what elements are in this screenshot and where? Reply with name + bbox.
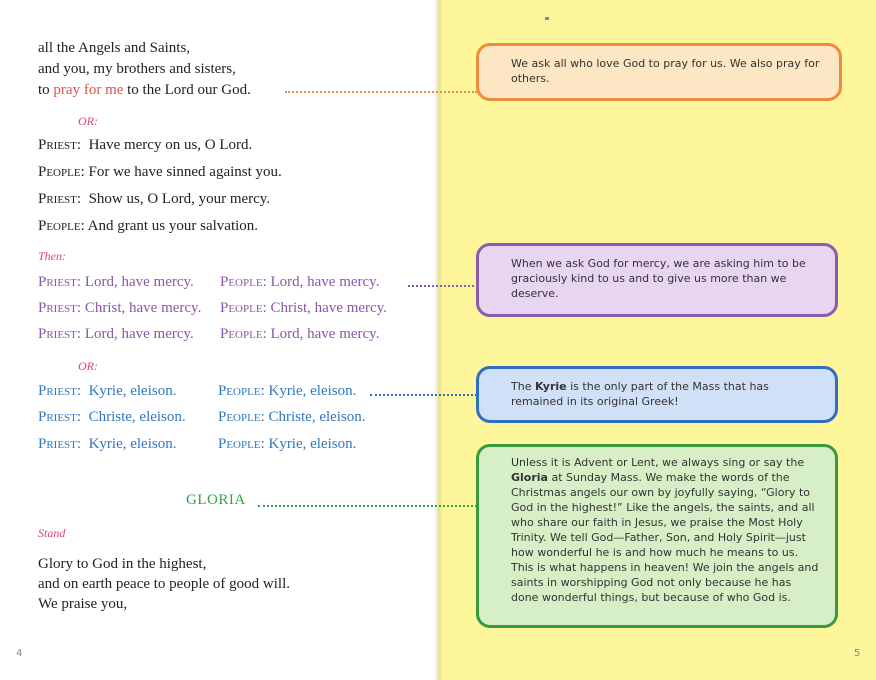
speaker-label: Priest (38, 326, 77, 342)
or-rubric-2: OR: (78, 359, 98, 373)
kyrie-greek-priest-2: Priest: Christe, eleison. (38, 409, 186, 425)
gloria-line-2: and on earth peace to people of good will. (38, 576, 290, 592)
intro-line-2: and you, my brothers and sisters, (38, 61, 236, 77)
or-rubric-1: OR: (78, 114, 98, 128)
page-number-left: 4 (16, 648, 23, 659)
dialogue-line-3: Priest: Show us, O Lord, your mercy. (38, 191, 271, 207)
note-text-pre: Unless it is Advent or Lent, we always sing or say the (511, 456, 805, 469)
kyrie-text: Lord, have mercy. (270, 274, 380, 290)
dialogue-line-1: Priest: Have mercy on us, O Lord. (38, 137, 253, 153)
print-speck (545, 17, 549, 20)
kyrie-greek-priest-1: Priest: Kyrie, eleison. (38, 383, 177, 399)
intro-line-3 (38, 82, 251, 99)
stand-rubric: Stand (38, 526, 66, 540)
gloria-heading: GLORIA (186, 492, 246, 508)
kyrie-greek-people-3: People: Kyrie, eleison. (218, 436, 357, 452)
dialogue-text: Have mercy on us, O Lord. (88, 137, 253, 153)
gloria-line-1: Glory to God in the highest, (38, 556, 207, 572)
kyrie-text: Christe, eleison. (88, 409, 186, 425)
speaker-label: People (38, 218, 81, 234)
intro-line-1: all the Angels and Saints, (38, 40, 191, 56)
speaker-label: People (38, 164, 81, 180)
connector-line-orange (285, 91, 477, 93)
kyrie-text: Kyrie, eleison. (88, 383, 177, 399)
kyrie-text: Lord, have mercy. (84, 326, 194, 342)
gloria-bold-term: Gloria (511, 471, 548, 484)
intro-pre: to (38, 82, 54, 98)
pray-for-me-highlight: pray for me (53, 82, 124, 98)
kyrie-english-people-1: People: Lord, have mercy. (220, 274, 380, 290)
speaker-label: Priest (38, 274, 77, 290)
speaker-label: Priest (38, 300, 77, 316)
note-text-pre: The (511, 380, 535, 393)
dialogue-line-4: People: And grant us your salvation. (38, 218, 259, 234)
speaker-label: People (218, 383, 261, 399)
speaker-label: Priest (38, 436, 77, 452)
kyrie-text: Kyrie, eleison. (268, 436, 357, 452)
note-text: When we ask God for mercy, we are asking him to be graciously kind to us and to give us more than we deserve. (511, 257, 806, 300)
connector-line-green (258, 505, 477, 507)
note-box-blue (476, 366, 838, 423)
kyrie-bold-term: Kyrie (534, 380, 567, 393)
kyrie-text: Lord, have mercy. (270, 326, 380, 342)
then-rubric: Then: (38, 249, 66, 263)
connector-line-purple (408, 285, 478, 287)
dialogue-text: And grant us your salvation. (87, 218, 259, 234)
kyrie-greek-people-2: People: Christe, eleison. (218, 409, 366, 425)
note-text-post: is the only part of the Mass that has remained in its original Greek! (511, 380, 769, 408)
kyrie-greek-priest-3: Priest: Kyrie, eleison. (38, 436, 177, 452)
kyrie-text: Christ, have mercy. (270, 300, 387, 316)
note-box-orange (476, 43, 842, 101)
speaker-label: Priest (38, 383, 77, 399)
kyrie-english-people-3: People: Lord, have mercy. (220, 326, 380, 342)
kyrie-greek-people-1: People: Kyrie, eleison. (218, 383, 357, 399)
dialogue-line-2: People: For we have sinned against you. (38, 164, 282, 180)
note-text-post: at Sunday Mass. We make the words of the Christmas angels our own by joyfully saying, “Glory to God in the highest!” Like the angels, the saints, and all who share our faith in Jesus, we praise the Most Holy Trinity. We tell God—Father, Son, and Holy Spirit—just how wonderful he is and how much he means to us. This is what happens in heaven! We join the angels and saints in worshipping God not only because he has done wonderful things, but because of who God is. (511, 471, 819, 604)
dialogue-text: For we have sinned against you. (88, 164, 282, 180)
page-number-right: 5 (854, 648, 861, 659)
kyrie-english-people-2: People: Christ, have mercy. (220, 300, 387, 316)
speaker-label: People (218, 436, 261, 452)
speaker-label: Priest (38, 191, 77, 207)
dialogue-text: Show us, O Lord, your mercy. (88, 191, 271, 207)
book-spine (434, 0, 442, 680)
note-text: We ask all who love God to pray for us. We also pray for others. (511, 57, 820, 85)
kyrie-english-priest-1: Priest: Lord, have mercy. (38, 274, 194, 290)
connector-line-blue (370, 394, 477, 396)
kyrie-text: Christ, have mercy. (84, 300, 202, 316)
kyrie-text: Lord, have mercy. (84, 274, 194, 290)
note-box-purple (476, 243, 838, 317)
speaker-label: Priest (38, 137, 77, 153)
speaker-label: People (218, 409, 261, 425)
kyrie-text: Christe, eleison. (268, 409, 366, 425)
speaker-label: People (220, 326, 263, 342)
kyrie-english-priest-2: Priest: Christ, have mercy. (38, 300, 202, 316)
speaker-label: People (220, 300, 263, 316)
kyrie-text: Kyrie, eleison. (88, 436, 177, 452)
note-box-green (476, 444, 838, 628)
speaker-label: People (220, 274, 263, 290)
intro-post: to the Lord our God. (123, 82, 251, 98)
kyrie-english-priest-3: Priest: Lord, have mercy. (38, 326, 194, 342)
speaker-label: Priest (38, 409, 77, 425)
gloria-line-3: We praise you, (38, 596, 128, 612)
kyrie-text: Kyrie, eleison. (268, 383, 357, 399)
